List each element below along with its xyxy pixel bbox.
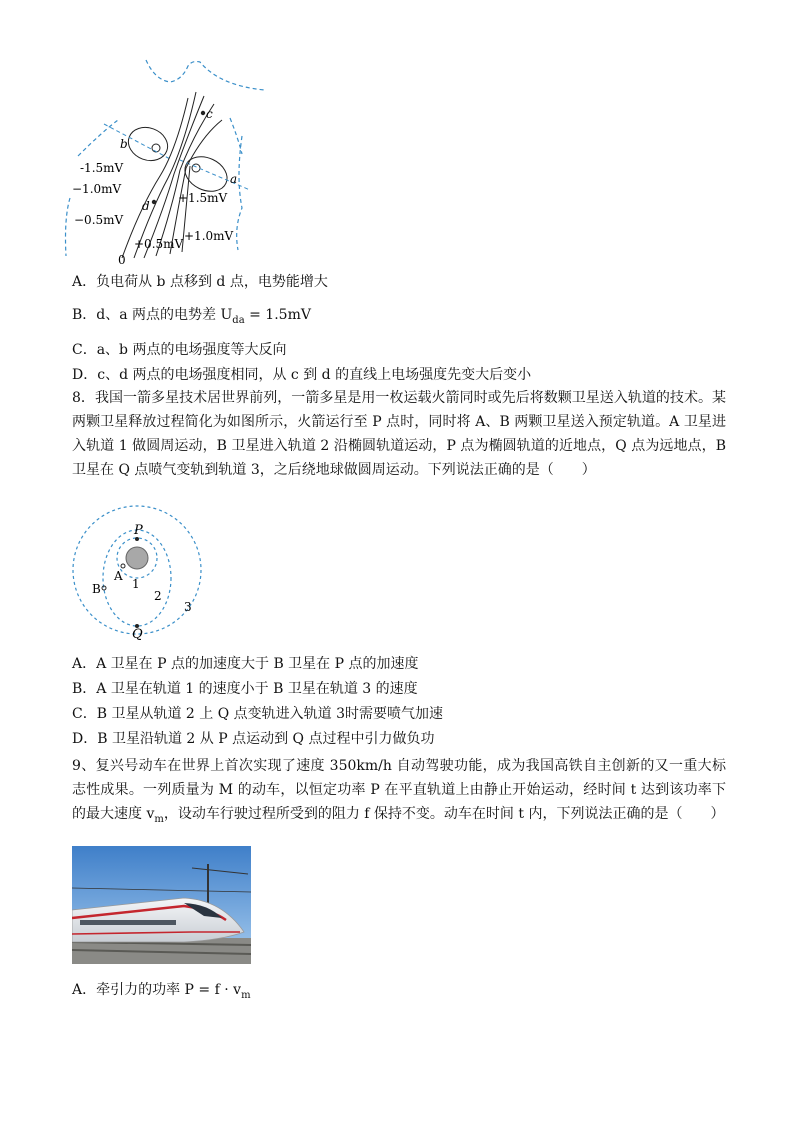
svg-text:+0.5mV: +0.5mV [134,237,184,251]
svg-text:b: b [120,137,128,151]
q8-option-d: D．B 卫星沿轨道 2 从 P 点运动到 Q 点过程中引力做负功 [72,731,435,747]
q9-stem: 9、复兴号动车在世界上首次实现了速度 350km/h 自动驾驶功能，成为我国高铁自主创新的又一重大标志性成果。一列质量为 M 的动车，以恒定功率 P 在平直轨道上由静止开始运动，经时间 t 达到该功率下的最大速度 $v_m$，设动车行驶过程所受到的阻力 f 保持不变。动车在时间 t 内，下列说法正确的是（ ） [72,758,726,825]
point-d [152,200,156,204]
q7-option-b: B．d、a 两点的电势差 $U_{da} = 1.5mV$ [72,307,311,326]
q8-option-a: A．A 卫星在 P 点的加速度大于 B 卫星在 P 点的加速度 [72,656,419,672]
q9-option-a: A．牵引力的功率 $P = f \cdot v_m$ [72,982,251,1001]
point-c [201,111,205,115]
svg-text:+1.5mV: +1.5mV [178,191,228,205]
orbit-figure [70,496,210,640]
svg-text:d: d [142,199,150,213]
svg-text:a: a [230,172,238,186]
svg-text:B: B [92,582,101,596]
satellite-A [121,564,125,568]
left-electrode-center [152,144,160,152]
svg-text:1: 1 [132,577,140,591]
svg-text:P: P [134,523,143,538]
svg-text:−1.0mV: −1.0mV [72,182,122,196]
left-axis [104,124,172,160]
train-photo [72,846,251,964]
svg-text:2: 2 [154,589,162,603]
q7-option-a: A．负电荷从 b 点移到 d 点，电势能增大 [72,274,328,290]
q7-option-c: C．a、b 两点的电场强度等大反向 [72,342,287,358]
left-body-outline [66,198,71,256]
svg-text:−0.5mV: −0.5mV [74,213,124,227]
right-shoulder-outline [230,118,242,154]
equipotential-figure [60,58,280,268]
left-electrode [124,122,173,166]
q8-option-c: C．B 卫星从轨道 2 上 Q 点变轨进入轨道 3时需要喷气加速 [72,706,443,722]
svg-text:-1.5mV: -1.5mV [80,161,124,175]
q7-option-d: D．c、d 两点的电场强度相同，从 c 到 d 的直线上电场强度先变大后变小 [72,367,532,383]
svg-text:A: A [114,569,123,583]
svg-text:Q: Q [132,627,143,640]
q8-stem: 8．我国一箭多星技术居世界前列，一箭多星是用一枚运载火箭同时或先后将数颗卫星送入轨道的技术。某两颗卫星释放过程简化为如图所示，火箭运行至 P 点时，同时将 A、B 两颗卫星送入预定轨道。A 卫星进入轨道 1 做圆周运动，B 卫星进入轨道 2 沿椭圆轨道运动，P 点为椭圆轨道的近地点，Q 点为远地点，B 卫星在 Q 点喷气变轨到轨道 3，之后绕地球做圆周运动。下列说法正确的是（ ） [72,390,726,478]
svg-text:c: c [206,107,213,121]
head-outline [146,60,265,90]
left-shoulder-outline [78,120,118,156]
svg-text:3: 3 [184,600,192,614]
q8-option-b: B．A 卫星在轨道 1 的速度小于 B 卫星在轨道 3 的速度 [72,681,418,697]
svg-text:+1.0mV: +1.0mV [184,229,234,243]
svg-text:0: 0 [118,253,126,267]
earth [126,547,148,569]
